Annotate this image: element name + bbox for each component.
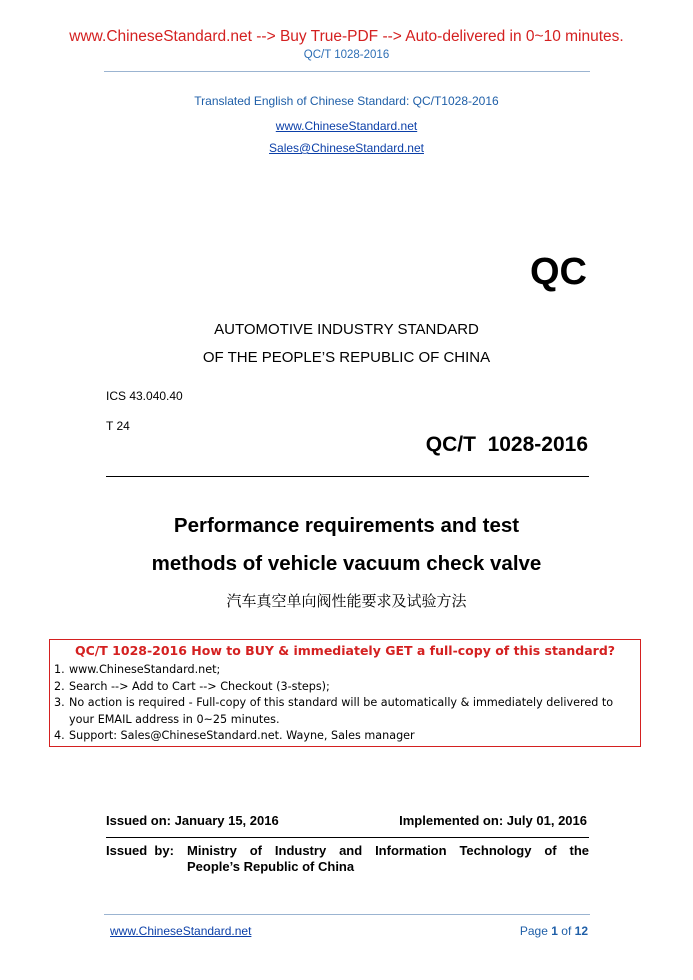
- ics-code: ICS 43.040.40: [106, 389, 183, 403]
- document-title-line-2: methods of vehicle vacuum check valve: [151, 552, 542, 575]
- purchase-step-continued: your EMAIL address in 0~25 minutes.: [69, 712, 280, 726]
- purchase-step: 3. No action is required - Full-copy of this standard will be automatically & immediately delivered to: [54, 696, 614, 709]
- purchase-step: 4. Support: Sales@ChineseStandard.net. Wayne, Sales manager: [54, 729, 415, 742]
- purchase-step: 2. Search --> Add to Cart --> Checkout (3-steps);: [54, 679, 330, 693]
- footer-divider: [104, 914, 590, 915]
- page-number: Page 1 of 12: [519, 924, 588, 938]
- header-standard-code: QC/T 1028-2016: [303, 49, 390, 61]
- standard-type-line-1: AUTOMOTIVE INDUSTRY STANDARD: [214, 321, 479, 338]
- translation-note: Translated English of Chinese Standard: QC/T1028-2016: [194, 94, 499, 108]
- purchase-steps: [54, 662, 613, 745]
- website-link[interactable]: www.ChineseStandard.net: [275, 119, 418, 133]
- document-title-line-1: Performance requirements and test: [173, 514, 520, 537]
- footer-website-link[interactable]: www.ChineseStandard.net: [110, 924, 252, 938]
- implemented-on-date: Implemented on: July 01, 2016: [399, 813, 587, 828]
- chinese-title: 汽车真空单向阀性能要求及试验方法: [226, 592, 467, 610]
- qc-logo: QC: [530, 251, 587, 293]
- standard-number: QC/T 1028-2016: [425, 433, 588, 456]
- email-link[interactable]: Sales@ChineseStandard.net: [269, 141, 424, 155]
- purchase-step: 1. www.ChineseStandard.net;: [54, 663, 221, 676]
- header-divider: [104, 71, 590, 72]
- title-divider: [106, 476, 589, 477]
- issued-by-label: Issued by:: [106, 843, 174, 858]
- issued-on-date: Issued on: January 15, 2016: [106, 813, 279, 828]
- issuing-authority: Ministry of Industry and Information Technology of the People’s Republic of China: [187, 843, 589, 874]
- standard-type-line-2: OF THE PEOPLE’S REPUBLIC OF CHINA: [202, 349, 491, 366]
- classification-code: T 24: [106, 419, 130, 433]
- purchase-heading: QC/T 1028-2016 How to BUY & immediately GET a full-copy of this standard?: [74, 643, 616, 658]
- purchase-info-box: [49, 639, 641, 747]
- top-banner[interactable]: www.ChineseStandard.net --> Buy True-PDF --> Auto-delivered in 0~10 minutes.: [69, 28, 624, 45]
- issue-divider: [106, 837, 589, 838]
